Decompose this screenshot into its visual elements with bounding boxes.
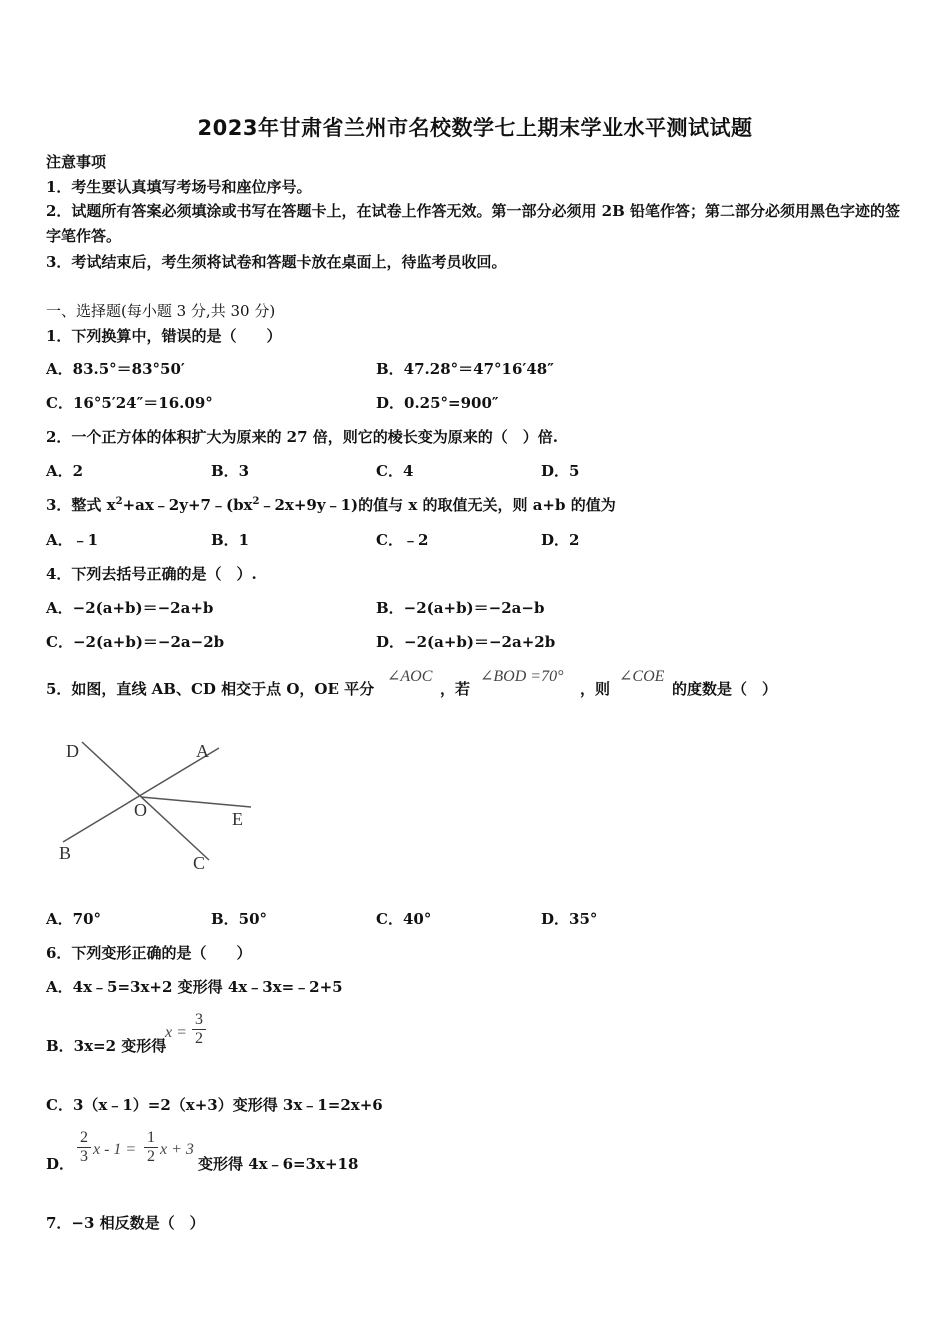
- q1-option-d: D．0.25°=900″: [376, 394, 499, 412]
- page-title: 2023年甘肃省兰州市名校数学七上期末学业水平测试试题: [197, 116, 753, 140]
- q5-figure: [56, 735, 266, 880]
- section-heading: 一、选择题(每小题 3 分,共 30 分): [46, 302, 276, 320]
- q3-stem: 3．整式 $x^2+ax﹣2y+7﹣(bx^2﹣2x+9y﹣1)$的值与 x 的取值无关，则 a+b 的值为: [46, 496, 616, 514]
- q6-d-middle: x - 1 =: [93, 1141, 137, 1158]
- q6-b-denominator: 2: [192, 1029, 206, 1048]
- q1-option-b: B．47.28°＝47°16′48″: [376, 360, 554, 378]
- q4-option-d: D．−2(a+b)＝−2a+2b: [376, 633, 556, 651]
- q1-option-c: C．16°5′24″＝16.09°: [46, 394, 213, 412]
- q4-stem: 4．下列去括号正确的是（ ）.: [46, 565, 257, 583]
- q5-option-a: A．70°: [46, 910, 102, 928]
- q6-option-b-fraction: [192, 1011, 206, 1048]
- q1-stem: 1．下列换算中，错误的是（ ）: [46, 327, 282, 345]
- q6-d-tail: x + 3: [160, 1141, 194, 1158]
- q2-stem: 2．一个正方体的体积扩大为原来的 27 倍，则它的棱长变为原来的（ ）倍.: [46, 428, 558, 446]
- q3-option-b: B．1: [211, 531, 250, 549]
- q5-angle-aoc: ∠AOC: [387, 668, 433, 685]
- q5-stem-part4: 的度数是（ ）: [672, 680, 778, 698]
- q6-stem: 6．下列变形正确的是（ ）: [46, 944, 252, 962]
- q3-option-c: C．﹣2: [376, 531, 429, 549]
- q2-option-a: A．2: [46, 462, 84, 480]
- q5-stem-part1: 5．如图，直线 AB、CD 相交于点 O，OE 平分: [46, 680, 375, 698]
- notice-heading: 注意事项: [46, 153, 107, 171]
- line-ba: [63, 748, 219, 842]
- q5-stem-part3: ，则: [580, 680, 611, 698]
- label-b: B: [59, 843, 72, 863]
- q5-option-d: D．35°: [541, 910, 598, 928]
- q2-option-d: D．5: [541, 462, 580, 480]
- q4-option-c: C．−2(a+b)＝−2a−2b: [46, 633, 225, 651]
- notice-item-2: 2．试题所有答案必须填涂或书写在答题卡上，在试卷上作答无效。第一部分必须用 2B 铅笔作答；第二部分必须用黑色字迹的签字笔作答。: [46, 202, 901, 245]
- label-e: E: [232, 809, 243, 829]
- label-d: D: [66, 741, 79, 761]
- q6-d-denominator-2: 2: [144, 1147, 158, 1166]
- q2-option-b: B．3: [211, 462, 250, 480]
- ray-oe: [141, 797, 251, 807]
- q3-option-a: A．﹣1: [46, 531, 99, 549]
- q5-angle-bod: ∠BOD =70°: [480, 668, 564, 685]
- notice-item-3: 3．考试结束后，考生须将试卷和答题卡放在桌面上，待监考员收回。: [46, 253, 507, 271]
- label-c: C: [193, 853, 206, 873]
- q5-angle-coe: ∠COE: [619, 668, 665, 685]
- q6-option-d-label: D．: [46, 1155, 75, 1173]
- q1-option-a: A．83.5°＝83°50′: [46, 360, 185, 378]
- q4-option-a: A．−2(a+b)＝−2a+b: [46, 599, 214, 617]
- q6-d-numerator-2: 1: [147, 1129, 155, 1146]
- q6-d-denominator-1: 3: [77, 1147, 91, 1166]
- q6-b-numerator: 3: [195, 1011, 203, 1028]
- q5-stem-part2: ，若: [440, 680, 471, 698]
- notice-item-1: 1．考生要认真填写考场号和座位序号。: [46, 178, 312, 196]
- q6-option-c: C．3（x﹣1）=2（x+3）变形得 3x﹣1=2x+6: [46, 1096, 383, 1114]
- label-a: A: [196, 741, 209, 761]
- q3-option-d: D．2: [541, 531, 580, 549]
- q5-option-c: C．40°: [376, 910, 432, 928]
- q4-option-b: B．−2(a+b)＝−2a−b: [376, 599, 545, 617]
- q6-option-d-text: 变形得 4x﹣6=3x+18: [198, 1155, 359, 1173]
- q7-stem: 7．−3 相反数是（ ）: [46, 1214, 205, 1232]
- q6-d-fraction-2: [144, 1129, 158, 1166]
- q2-option-c: C．4: [376, 462, 414, 480]
- q5-option-b: B．50°: [211, 910, 268, 928]
- q6-d-fraction-1: [77, 1129, 91, 1166]
- q6-option-a: A．4x﹣5=3x+2 变形得 4x﹣3x=﹣2+5: [46, 978, 343, 996]
- q6-option-b-text: B．3x=2 变形得: [46, 1037, 167, 1055]
- label-o: O: [134, 800, 147, 820]
- q6-option-b-lhs: x =: [165, 1024, 187, 1041]
- q6-d-numerator-1: 2: [80, 1129, 88, 1146]
